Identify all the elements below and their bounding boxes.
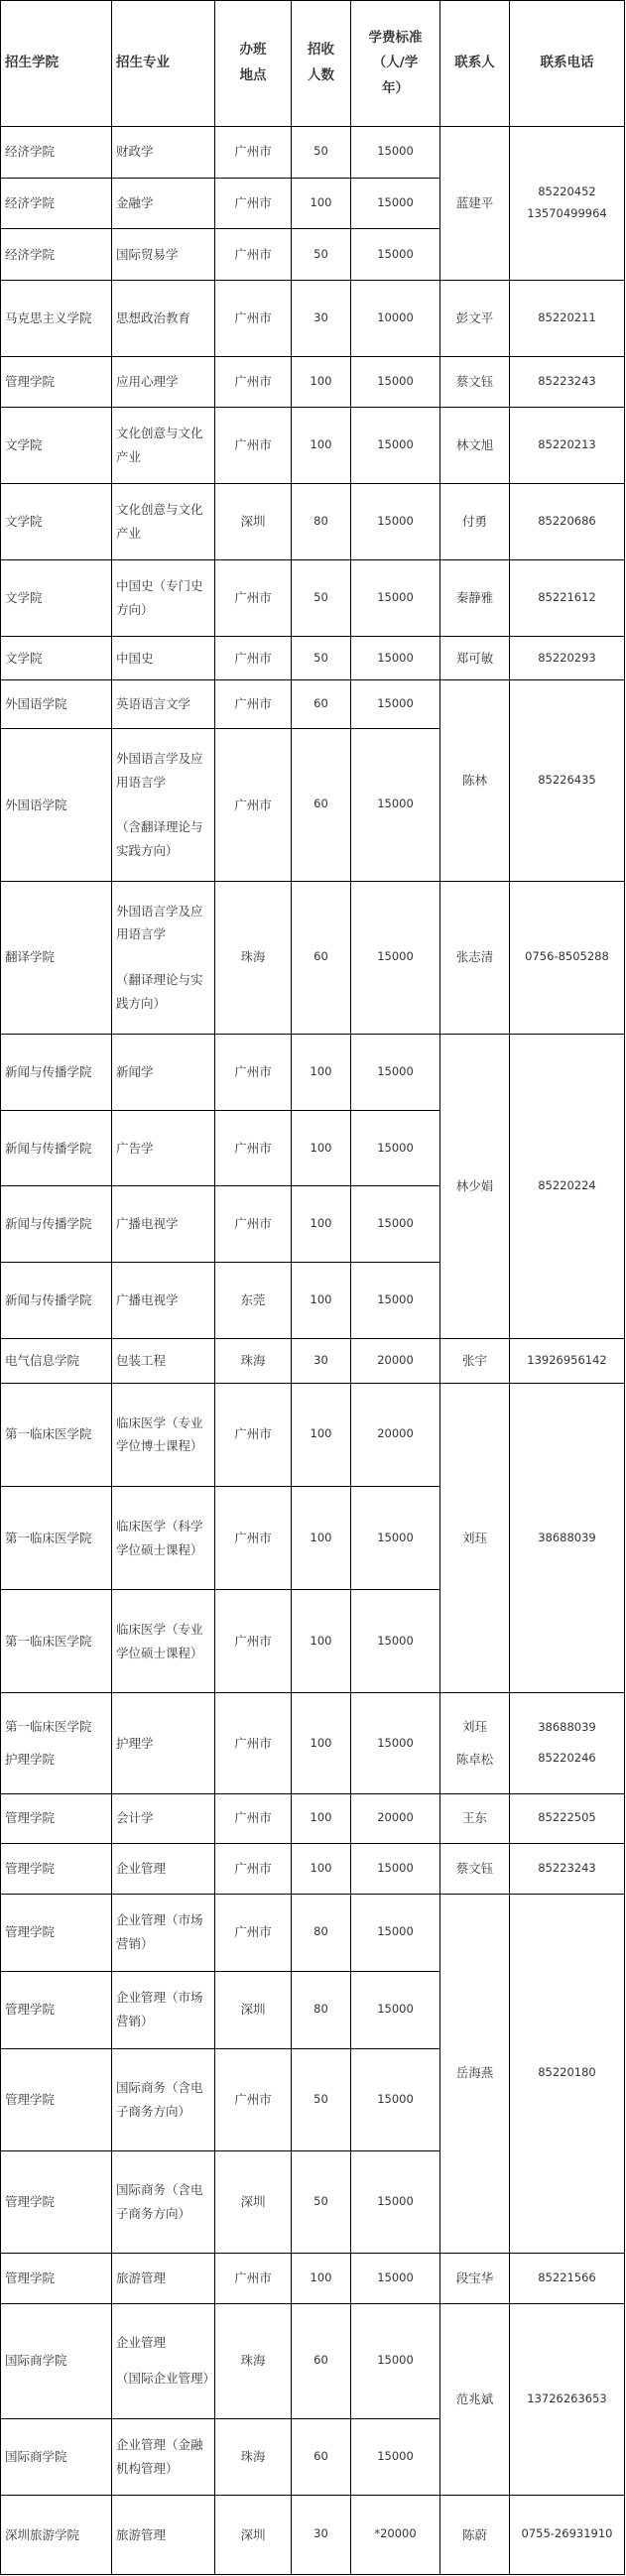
quota-cell: 30 [292,1339,351,1384]
table-row [1,127,625,179]
fee-cell: 15000 [351,408,440,484]
contact-cell: 蓝建平 [440,127,510,281]
header-college: 招生学院 [1,1,112,127]
phone-cell: 85222505 [510,1793,625,1844]
site-cell: 东莞 [215,1263,292,1339]
contact-cell: 范兆斌 [440,2303,510,2495]
fee-cell: 15000 [351,1034,440,1110]
fee-cell: 15000 [351,356,440,408]
quota-cell: 100 [292,178,351,229]
college-cell: 第一临床医学院 [1,1486,112,1589]
header-contact: 联系人 [440,1,510,127]
phone-cell [510,127,625,281]
major-cell: 应用心理学 [112,356,215,408]
college-cell: 外国语学院 [1,680,112,729]
table-row [1,356,625,408]
phone-cell: 85220686 [510,484,625,560]
major-cell: 包装工程 [112,1339,215,1384]
quota-cell: 100 [292,356,351,408]
quota-cell: 50 [292,229,351,281]
fee-cell: 15000 [351,560,440,637]
major-cell: 企业管理（金融机构管理） [112,2418,215,2495]
major-cell: 思想政治教育 [112,280,215,356]
major-text: 企业管理 [116,2335,167,2351]
college-cell: 管理学院 [1,2048,112,2150]
major-cell: 国际贸易学 [112,229,215,281]
contact-cell: 段宝华 [440,2253,510,2303]
college-cell: 管理学院 [1,2253,112,2303]
college-cell: 国际商学院 [1,2303,112,2418]
major-cell: 文化创意与文化产业 [112,408,215,484]
quota-cell: 100 [292,408,351,484]
quota-cell: 50 [292,560,351,637]
fee-cell: 15000 [351,2253,440,2303]
major-cell: 企业管理 [112,1844,215,1895]
quota-cell: 60 [292,680,351,729]
phone-cell: 85220224 [510,1034,625,1339]
site-cell: 广州市 [215,127,292,179]
phone-cell: 13726263653 [510,2303,625,2495]
fee-cell: 15000 [351,881,440,1034]
major-cell: 旅游管理 [112,2495,215,2574]
header-phone: 联系电话 [510,1,625,127]
site-cell: 广州市 [215,680,292,729]
site-cell: 广州市 [215,356,292,408]
fee-cell: *20000 [351,2495,440,2574]
fee-cell: 10000 [351,280,440,356]
fee-cell: 15000 [351,2048,440,2150]
site-cell: 广州市 [215,1693,292,1793]
major-cell: 金融学 [112,178,215,229]
fee-cell: 15000 [351,680,440,729]
quota-cell: 100 [292,1486,351,1589]
phone-cell: 0755-26931910 [510,2495,625,2574]
fee-cell: 15000 [351,1186,440,1263]
quota-cell: 100 [292,1110,351,1186]
contact-cell: 蔡文钰 [440,356,510,408]
table-row [1,2495,625,2574]
quota-cell: 100 [292,1263,351,1339]
college-cell: 新闻与传播学院 [1,1186,112,1263]
fee-cell: 15000 [351,1844,440,1895]
fee-cell: 20000 [351,1793,440,1844]
contact-cell: 张志清 [440,881,510,1034]
header-site [215,1,292,127]
header-fee-line-3: 年） [382,79,409,96]
site-cell: 珠海 [215,2418,292,2495]
college-cell: 马克思主义学院 [1,280,112,356]
fee-cell: 15000 [351,2303,440,2418]
contact-name-2: 陈卓松 [455,1752,494,1768]
fee-cell: 15000 [351,127,440,179]
fee-cell: 15000 [351,484,440,560]
site-cell: 广州市 [215,1110,292,1186]
college-cell: 国际商学院 [1,2418,112,2495]
major-text: 外国语言学及应用语言学 [116,750,203,790]
phone-cell: 85221566 [510,2253,625,2303]
phone-line: 13570499964 [527,205,607,220]
major-note: （含翻译理论与实践方向） [116,819,203,859]
major-cell: 企业管理（市场营销） [112,1894,215,1971]
site-cell: 广州市 [215,636,292,680]
site-cell: 广州市 [215,1844,292,1895]
quota-cell: 50 [292,636,351,680]
major-cell: 广播电视学 [112,1263,215,1339]
quota-cell: 100 [292,1793,351,1844]
header-fee-line-1: 学费标准 [368,29,423,46]
table-row [1,1383,625,1486]
quota-cell: 100 [292,1844,351,1895]
college-cell: 经济学院 [1,178,112,229]
table-row [1,560,625,637]
fee-cell: 15000 [351,1110,440,1186]
contact-cell: 张宇 [440,1339,510,1384]
phone-cell: 13926956142 [510,1339,625,1384]
quota-cell: 50 [292,2048,351,2150]
college-cell: 经济学院 [1,127,112,179]
quota-cell: 100 [292,1693,351,1793]
college-cell: 第一临床医学院 [1,1383,112,1486]
major-cell: 临床医学（科学学位硕士课程） [112,1486,215,1589]
site-cell: 广州市 [215,408,292,484]
table-row [1,1894,625,1971]
major-text: 外国语言学及应用语言学 [116,903,203,942]
major-cell: 护理学 [112,1693,215,1793]
college-cell: 新闻与传播学院 [1,1110,112,1186]
college-cell: 文学院 [1,636,112,680]
phone-cell: 85220180 [510,1894,625,2253]
quota-cell: 50 [292,2150,351,2253]
quota-cell: 30 [292,280,351,356]
major-cell: 临床医学（专业学位硕士课程） [112,1590,215,1693]
fee-cell: 15000 [351,2418,440,2495]
table-row [1,2253,625,2303]
phone-cell: 85220213 [510,408,625,484]
table-row [1,680,625,729]
quota-cell: 100 [292,1034,351,1110]
site-cell: 珠海 [215,2303,292,2418]
fee-cell: 15000 [351,1590,440,1693]
site-cell: 广州市 [215,1034,292,1110]
header-quota [292,1,351,127]
phone-line: 38688039 [538,1719,596,1734]
college-cell: 电气信息学院 [1,1339,112,1384]
major-cell: 临床医学（专业学位博士课程） [112,1383,215,1486]
phone-cell: 38688039 [510,1383,625,1693]
phone-cell: 85220293 [510,636,625,680]
major-cell [112,729,215,882]
quota-cell: 100 [292,2253,351,2303]
major-cell: 英语语言文学 [112,680,215,729]
major-cell: 旅游管理 [112,2253,215,2303]
major-cell: 企业管理（市场营销） [112,1971,215,2048]
table-row [1,1793,625,1844]
college-cell: 管理学院 [1,1793,112,1844]
major-cell: 会计学 [112,1793,215,1844]
major-cell: 中国史 [112,636,215,680]
contact-cell: 秦静雅 [440,560,510,637]
phone-cell: 0756-8505288 [510,881,625,1034]
phone-cell: 85220211 [510,280,625,356]
contact-cell: 陈蔚 [440,2495,510,2574]
phone-cell: 85221612 [510,560,625,637]
fee-cell: 15000 [351,229,440,281]
quota-cell: 60 [292,729,351,882]
table-row [1,280,625,356]
site-cell: 珠海 [215,881,292,1034]
site-cell: 珠海 [215,1339,292,1384]
quota-cell: 50 [292,127,351,179]
contact-cell: 刘珏 [440,1383,510,1693]
quota-cell: 60 [292,2418,351,2495]
site-cell: 广州市 [215,2048,292,2150]
site-cell: 深圳 [215,2495,292,2574]
contact-name: 刘珏 [461,1718,487,1734]
site-cell: 广州市 [215,560,292,637]
college-cell: 新闻与传播学院 [1,1263,112,1339]
site-cell: 广州市 [215,1486,292,1589]
site-cell: 广州市 [215,1894,292,1971]
quota-cell: 100 [292,1383,351,1486]
college-cell: 外国语学院 [1,729,112,882]
site-cell: 广州市 [215,280,292,356]
fee-cell: 20000 [351,1339,440,1384]
major-note: （翻译理论与实践方向） [116,972,203,1011]
college-cell: 翻译学院 [1,881,112,1034]
site-cell: 深圳 [215,484,292,560]
quota-cell: 80 [292,1971,351,2048]
college-text: 第一临床医学院 [5,1718,92,1734]
college-cell: 管理学院 [1,1844,112,1895]
table-row [1,1693,625,1793]
site-cell: 深圳 [215,2150,292,2253]
fee-cell: 20000 [351,1383,440,1486]
table-row [1,1034,625,1110]
major-cell: 广告学 [112,1110,215,1186]
site-cell: 广州市 [215,1793,292,1844]
college-cell: 管理学院 [1,356,112,408]
header-quota-line-1: 招收 [308,42,334,59]
header-site-line-1: 办班 [239,42,267,59]
site-cell: 广州市 [215,178,292,229]
quota-cell: 60 [292,2303,351,2418]
fee-cell: 15000 [351,729,440,882]
college-cell: 管理学院 [1,1971,112,2048]
header-major: 招生专业 [112,1,215,127]
site-cell: 广州市 [215,729,292,882]
table-header-row [1,1,625,127]
phone-cell [510,1693,625,1793]
header-fee-line-2: （人/学 [372,55,419,71]
quota-cell: 60 [292,881,351,1034]
table-row [1,636,625,680]
college-cell: 经济学院 [1,229,112,281]
quota-cell: 100 [292,1590,351,1693]
major-cell: 文化创意与文化产业 [112,484,215,560]
phone-line: 85220246 [538,1751,596,1766]
site-cell: 广州市 [215,2253,292,2303]
quota-cell: 30 [292,2495,351,2574]
fee-cell: 15000 [351,636,440,680]
table-row [1,1844,625,1895]
table-row [1,881,625,1034]
major-cell: 国际商务（含电子商务方向） [112,2150,215,2253]
contact-cell: 彭文平 [440,280,510,356]
contact-cell: 王东 [440,1793,510,1844]
college-cell: 文学院 [1,484,112,560]
fee-cell: 15000 [351,178,440,229]
major-cell: 广播电视学 [112,1186,215,1263]
college-text-2: 护理学院 [5,1752,56,1768]
contact-cell: 郑可敏 [440,636,510,680]
header-site-line-2: 地点 [239,67,267,83]
quota-cell: 100 [292,1186,351,1263]
major-note: （国际企业管理） [116,2371,216,2387]
table-row [1,408,625,484]
table-row [1,484,625,560]
contact-cell: 蔡文钰 [440,1844,510,1895]
fee-cell: 15000 [351,1894,440,1971]
header-quota-line-2: 人数 [308,67,334,83]
fee-cell: 15000 [351,1263,440,1339]
college-cell: 管理学院 [1,2150,112,2253]
fee-cell: 15000 [351,1486,440,1589]
quota-cell: 80 [292,1894,351,1971]
site-cell: 广州市 [215,229,292,281]
table-row [1,2303,625,2418]
major-cell: 中国史（专门史方向） [112,560,215,637]
fee-cell: 15000 [351,2150,440,2253]
college-cell: 第一临床医学院 [1,1590,112,1693]
site-cell: 广州市 [215,1383,292,1486]
table-row [1,1339,625,1384]
major-cell [112,881,215,1034]
contact-cell: 陈林 [440,680,510,881]
phone-cell: 85223243 [510,1844,625,1895]
phone-cell: 85226435 [510,680,625,881]
major-cell: 国际商务（含电子商务方向） [112,2048,215,2150]
college-cell [1,1693,112,1793]
fee-cell: 15000 [351,1693,440,1793]
phone-cell: 85223243 [510,356,625,408]
site-cell: 广州市 [215,1186,292,1263]
college-cell: 新闻与传播学院 [1,1034,112,1110]
major-cell: 财政学 [112,127,215,179]
college-cell: 管理学院 [1,1894,112,1971]
contact-cell: 林文旭 [440,408,510,484]
major-cell: 新闻学 [112,1034,215,1110]
site-cell: 广州市 [215,1590,292,1693]
contact-cell: 林少娟 [440,1034,510,1339]
contact-cell [440,1693,510,1793]
header-fee [351,1,440,127]
contact-cell: 付勇 [440,484,510,560]
college-cell: 深圳旅游学院 [1,2495,112,2574]
contact-cell: 岳海燕 [440,1894,510,2253]
site-cell: 深圳 [215,1971,292,2048]
quota-cell: 80 [292,484,351,560]
major-cell [112,2303,215,2418]
phone-line: 85220452 [538,184,596,199]
fee-cell: 15000 [351,1971,440,2048]
college-cell: 文学院 [1,408,112,484]
college-cell: 文学院 [1,560,112,637]
